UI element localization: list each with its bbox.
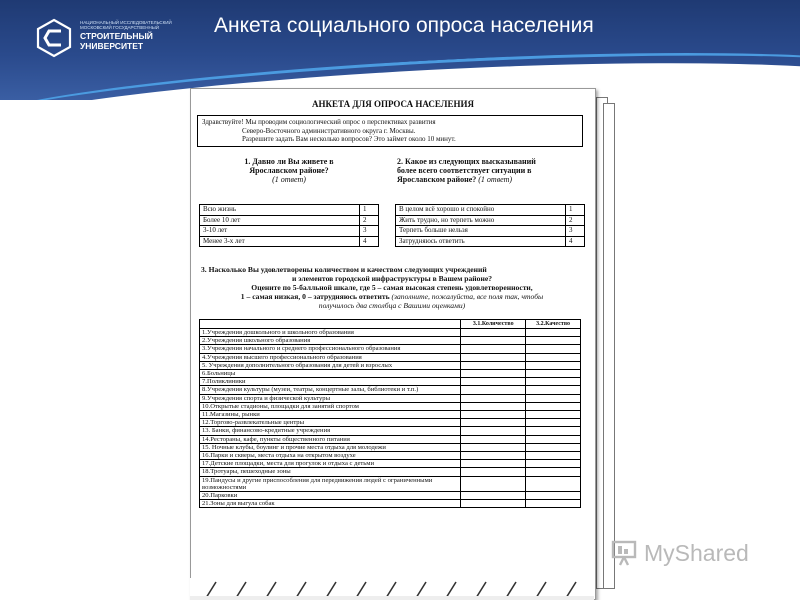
row-label: 11.Магазины, рынки <box>200 411 461 419</box>
option-number: 2 <box>360 215 379 226</box>
quality-cell[interactable] <box>526 435 581 443</box>
question-3-title-line: и элементов городской инфраструктуры в Вашем районе? <box>291 274 493 283</box>
row-label: 6.Больницы <box>200 370 461 378</box>
option-number: 4 <box>360 236 379 247</box>
quantity-cell[interactable] <box>461 460 526 468</box>
table-row <box>200 337 581 345</box>
column-header-quantity: 3.1.Количество <box>461 320 526 329</box>
quantity-cell[interactable] <box>461 370 526 378</box>
quantity-cell[interactable] <box>461 452 526 460</box>
row-label: 15. Ночные клубы, боулинг и прочие места отдыха для молодежи <box>200 443 461 451</box>
row-label: 1.Учреждения дошкольного и школьного образования <box>200 329 461 337</box>
quantity-cell[interactable] <box>461 329 526 337</box>
row-label: 16.Парки и скверы, места отдыха на открытом воздухе <box>200 452 461 460</box>
quantity-cell[interactable] <box>461 402 526 410</box>
quantity-cell[interactable] <box>461 419 526 427</box>
table-row <box>396 236 585 247</box>
quantity-cell[interactable] <box>461 378 526 386</box>
option-label: В целом всё хорошо и спокойно <box>396 205 566 216</box>
table-row <box>200 236 379 247</box>
question-2-title-line: более всего соответствует ситуации в <box>397 166 532 175</box>
quality-cell[interactable] <box>526 386 581 394</box>
intro-line: Разрешите задать Вам несколько вопросов? Это займет около 10 минут. <box>242 135 456 144</box>
document-binding-edge <box>190 578 594 600</box>
university-subtitle: НАЦИОНАЛЬНЫЙ ИССЛЕДОВАТЕЛЬСКИЙ МОСКОВСКИЙ ГОСУДАРСТВЕННЫЙ <box>80 20 172 30</box>
table-row <box>200 402 581 410</box>
quantity-cell[interactable] <box>461 500 526 508</box>
row-label: 7.Поликлиники <box>200 378 461 386</box>
slide-title: Анкета социального опроса населения <box>214 14 594 37</box>
column-header-item <box>200 320 461 329</box>
question-3-scale-line: Оцените по 5-балльной шкале, где 5 – самая высокая степень удовлетворенности, <box>251 283 533 292</box>
row-label: 3.Учреждения начального и среднего профессионального образования <box>200 345 461 353</box>
row-label: 13. Банки, финансово-кредитные учреждения <box>200 427 461 435</box>
quantity-cell[interactable] <box>461 476 526 491</box>
table-row <box>396 215 585 226</box>
row-label: 12.Торгово-развлекательные центры <box>200 419 461 427</box>
row-label: 9.Учреждения спорта и физической культуры <box>200 394 461 402</box>
quality-cell[interactable] <box>526 345 581 353</box>
row-label: 4.Учреждения высшего профессионального образования <box>200 353 461 361</box>
question-3-note: (заполните, пожалуйста, все поля так, чтобы <box>391 292 544 301</box>
row-label: 8.Учреждения культуры (музеи, театры, концертные залы, библиотеки и т.п.) <box>200 386 461 394</box>
question-3-rows <box>200 329 581 508</box>
option-number: 3 <box>360 226 379 237</box>
column-header-quality: 3.2.Качество <box>526 320 581 329</box>
quality-cell[interactable] <box>526 419 581 427</box>
question-2-title <box>397 157 583 184</box>
table-row <box>200 427 581 435</box>
quality-cell[interactable] <box>526 411 581 419</box>
table-row <box>200 378 581 386</box>
quantity-cell[interactable] <box>461 492 526 500</box>
table-header-row <box>200 320 581 329</box>
question-1-note: (1 ответ) <box>272 175 306 184</box>
question-2-title-line: 2. Какое из следующих высказываний <box>397 157 536 166</box>
quantity-cell[interactable] <box>461 337 526 345</box>
table-row <box>200 370 581 378</box>
quality-cell[interactable] <box>526 443 581 451</box>
question-1-options-table <box>199 204 379 247</box>
question-3-title-line: 3. Насколько Вы удовлетворены количеством и качеством следующих учреждений <box>201 265 487 274</box>
row-label: 14.Рестораны, кафе, пункты общественного питания <box>200 435 461 443</box>
option-number: 2 <box>566 215 585 226</box>
quantity-cell[interactable] <box>461 394 526 402</box>
table-row <box>200 500 581 508</box>
table-row <box>200 226 379 237</box>
option-label: Более 10 лет <box>200 215 360 226</box>
table-row <box>200 361 581 369</box>
quality-cell[interactable] <box>526 361 581 369</box>
quantity-cell[interactable] <box>461 361 526 369</box>
question-1-title-line: Ярославском районе? <box>249 166 329 175</box>
table-row <box>200 386 581 394</box>
quantity-cell[interactable] <box>461 443 526 451</box>
university-name-line2: УНИВЕРСИТЕТ <box>80 41 144 51</box>
quality-cell[interactable] <box>526 500 581 508</box>
option-label: Жить трудно, но терпеть можно <box>396 215 566 226</box>
option-label: Затрудняюсь ответить <box>396 236 566 247</box>
table-row <box>200 215 379 226</box>
university-name-line1: СТРОИТЕЛЬНЫЙ <box>80 31 153 41</box>
table-row <box>200 468 581 476</box>
question-2-options-table <box>395 204 585 247</box>
quality-cell[interactable] <box>526 394 581 402</box>
table-row <box>200 345 581 353</box>
quantity-cell[interactable] <box>461 386 526 394</box>
table-row <box>200 460 581 468</box>
quantity-cell[interactable] <box>461 345 526 353</box>
table-row <box>200 492 581 500</box>
option-number: 4 <box>566 236 585 247</box>
row-label: 18.Тротуары, пешеходные зоны <box>200 468 461 476</box>
quantity-cell[interactable] <box>461 468 526 476</box>
question-2-title-text: Ярославском районе? <box>397 175 477 184</box>
slide-header <box>0 0 800 100</box>
question-3-rating-table <box>199 319 581 508</box>
table-row <box>200 419 581 427</box>
question-3-header <box>201 265 583 310</box>
row-label: 17.Детские площадки, места для прогулок и отдыха с детьми <box>200 460 461 468</box>
row-label: 19.Пандусы и другие приспособления для передвижения людей с ограниченными возможностями <box>200 476 461 491</box>
option-number: 1 <box>360 205 379 216</box>
quality-cell[interactable] <box>526 337 581 345</box>
quality-cell[interactable] <box>526 378 581 386</box>
table-row <box>200 329 581 337</box>
table-row <box>200 476 581 491</box>
table-row <box>396 226 585 237</box>
option-label: 3-10 лет <box>200 226 360 237</box>
quantity-cell[interactable] <box>461 411 526 419</box>
quality-cell[interactable] <box>526 402 581 410</box>
table-row <box>200 394 581 402</box>
quality-cell[interactable] <box>526 492 581 500</box>
question-2-note: (1 ответ) <box>478 175 513 184</box>
questionnaire-document <box>190 88 596 600</box>
quality-cell[interactable] <box>526 460 581 468</box>
question-3-note: получилось два столбца с Вашими оценками) <box>318 301 466 310</box>
table-row <box>200 411 581 419</box>
quality-cell[interactable] <box>526 452 581 460</box>
question-3-scale-line <box>201 292 583 301</box>
question-2-title-line <box>397 175 583 184</box>
table-row <box>200 443 581 451</box>
quantity-cell[interactable] <box>461 435 526 443</box>
university-logo-icon <box>34 18 74 58</box>
quantity-cell[interactable] <box>461 353 526 361</box>
table-row <box>200 435 581 443</box>
question-3-scale-text: 1 – самая низкая, 0 – затрудняюсь ответить <box>240 292 390 301</box>
paper-stack-edge <box>603 103 615 589</box>
question-1-title <box>201 157 377 184</box>
quality-cell[interactable] <box>526 468 581 476</box>
table-row <box>396 205 585 216</box>
quality-cell[interactable] <box>526 329 581 337</box>
table-row <box>200 353 581 361</box>
question-1-title-line: 1. Давно ли Вы живете в <box>244 157 334 166</box>
quality-cell[interactable] <box>526 353 581 361</box>
row-label: 20.Парковки <box>200 492 461 500</box>
quantity-cell[interactable] <box>461 427 526 435</box>
university-name <box>80 31 200 51</box>
row-label: 21.Зоны для выгула собак <box>200 500 461 508</box>
row-label: 2.Учреждения школьного образования <box>200 337 461 345</box>
row-label: 5. Учреждения дополнительного образования для детей и взрослых <box>200 361 461 369</box>
option-label: Терпеть больше нельзя <box>396 226 566 237</box>
quality-cell[interactable] <box>526 370 581 378</box>
option-label: Всю жизнь <box>200 205 360 216</box>
intro-line: Северо-Восточного административного округа г. Москвы. <box>242 126 416 135</box>
myshared-presentation-icon <box>610 538 640 568</box>
table-row <box>200 205 379 216</box>
option-label: Менее 3-х лет <box>200 236 360 247</box>
document-title: АНКЕТА ДЛЯ ОПРОСА НАСЕЛЕНИЯ <box>312 99 474 109</box>
myshared-watermark: MyShared <box>644 540 749 566</box>
option-number: 1 <box>566 205 585 216</box>
table-row <box>200 452 581 460</box>
intro-line: Здравствуйте! Мы проводим социологический опрос о перспективах развития <box>202 118 436 126</box>
row-label: 10.Открытые стадионы, площадки для занятий спортом <box>200 402 461 410</box>
option-number: 3 <box>566 226 585 237</box>
quality-cell[interactable] <box>526 427 581 435</box>
intro-box <box>197 115 583 147</box>
quality-cell[interactable] <box>526 476 581 491</box>
